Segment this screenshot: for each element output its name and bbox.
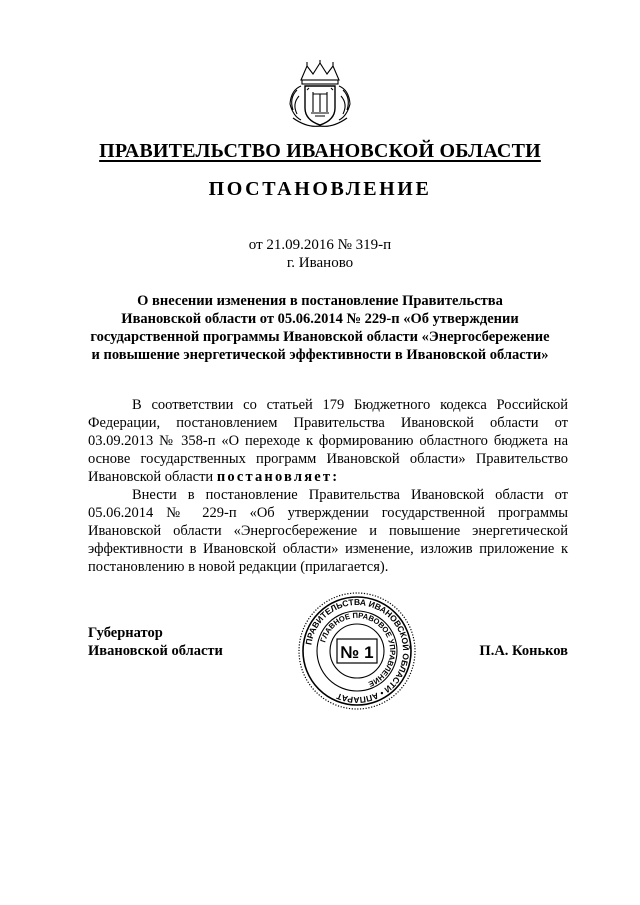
signer-title xyxy=(88,624,223,660)
subject-line: О внесении изменения в постановление Правительства xyxy=(137,293,503,309)
coat-of-arms-emblem xyxy=(287,60,353,128)
seal-inner-text: ГЛАВНОЕ ПРАВОВОЕ УПРАВЛЕНИЕ xyxy=(318,610,398,689)
seal-outer-text: ПРАВИТЕЛЬСТВА ИВАНОВСКОЙ ОБЛАСТИ • АППАРАТ xyxy=(303,596,412,706)
signer-position: Губернатор xyxy=(88,625,163,641)
signer-region: Ивановской области xyxy=(88,643,223,659)
date-number: от 21.09.2016 № 319-п xyxy=(248,237,392,253)
subject-line: и повышение энергетической эффективности в Ивановской области» xyxy=(91,347,549,363)
document-type: ПОСТАНОВЛЕНИЕ xyxy=(208,178,432,200)
resolves-keyword: постановляет: xyxy=(216,469,340,485)
document-subject xyxy=(60,292,580,364)
document-body xyxy=(88,396,568,576)
seal-center-number: № 1 xyxy=(340,643,374,662)
preamble-paragraph xyxy=(88,396,568,486)
subject-line: государственной программы Ивановской области «Энергосбережение xyxy=(90,329,550,345)
subject-line: Ивановской области от 05.06.2014 № 229-п «Об утверждении xyxy=(121,311,519,327)
city: г. Иваново xyxy=(286,255,354,271)
official-seal-stamp xyxy=(297,591,417,711)
organization-title: ПРАВИТЕЛЬСТВО ИВАНОВСКОЙ ОБЛАСТИ xyxy=(99,140,541,162)
resolution-paragraph: Внести в постановление Правительства Ивановской области от 05.06.2014 № 229-п «Об утверждении государственной программы Ивановской области «Энергосбережение и повышение энергетической эффективности в Ивановской области» изменение, изложив приложение к постановлению в новой редакции (прилагается). xyxy=(88,487,568,575)
preamble-text: В соответствии со статьей 179 Бюджетного кодекса Российской Федерации, постановлением Правительства Ивановской области от 03.09.2013 № 358-п «О переходе к формированию областного бюджета на основе государственных программ Ивановской области» Правительство Ивановской области xyxy=(88,397,568,485)
document-details xyxy=(0,236,640,272)
signer-name: П.А. Коньков xyxy=(479,643,568,659)
